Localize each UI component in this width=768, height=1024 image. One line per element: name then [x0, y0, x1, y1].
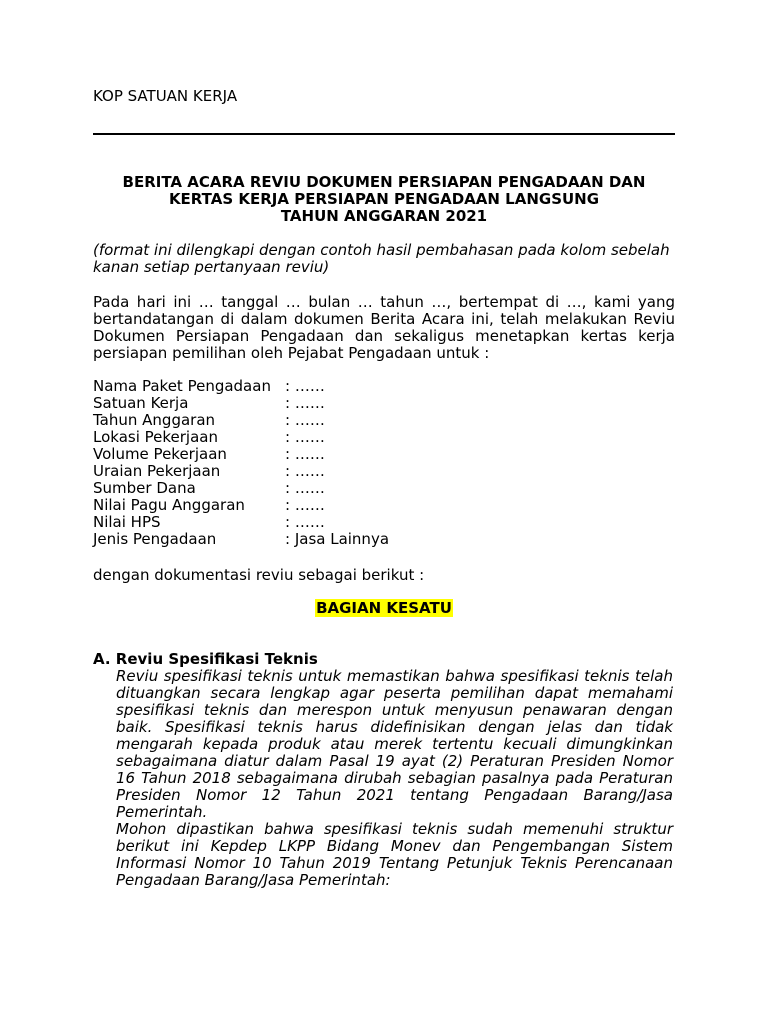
field-label: Uraian Pekerjaan — [93, 462, 221, 480]
intro-paragraph: Pada hari ini … tanggal … bulan … tahun …, bertempat di …, kami yang bertandatangan di dalam dokumen Berita Acara ini, telah melakukan Reviu Dokumen Persiapan Pengadaan dan sekaligus menetapkan kertas kerja persiapan pemilihan oleh Pejabat Pengadaan untuk : — [93, 293, 675, 362]
field-value: : …… — [285, 496, 325, 514]
section-a-paragraph-2: Mohon dipastikan bahwa spesifikasi teknis sudah memenuhi struktur berikut ini Kepdep LKPP Bidang Monev dan Pengembangan Sistem Informasi Nomor 10 Tahun 2019 Tentang Petunjuk Teknis Perencanaan Pengadaan Barang/Jasa Pemerintah: — [116, 820, 673, 889]
field-label: Volume Pekerjaan — [93, 445, 227, 463]
field-label: Nama Paket Pengadaan — [93, 377, 271, 395]
title-line-3: TAHUN ANGGARAN 2021 — [280, 207, 488, 225]
field-label: Jenis Pengadaan — [93, 530, 217, 548]
package-fields — [93, 378, 675, 548]
document-title — [93, 174, 675, 225]
field-row — [93, 446, 675, 463]
section-a-title: A. Reviu Spesifikasi Teknis — [93, 650, 318, 668]
field-value: : …… — [285, 513, 325, 531]
title-line-2: KERTAS KERJA PERSIAPAN PENGADAAN LANGSUNG — [168, 190, 600, 208]
field-label: Nilai HPS — [93, 513, 161, 531]
field-value: : Jasa Lainnya — [285, 530, 390, 548]
title-line-1: BERITA ACARA REVIU DOKUMEN PERSIAPAN PENGADAAN DAN — [122, 173, 646, 191]
field-value: : …… — [285, 462, 325, 480]
field-label: Nilai Pagu Anggaran — [93, 496, 245, 514]
field-value: : …… — [285, 411, 325, 429]
field-label: Satuan Kerja — [93, 394, 189, 412]
field-row — [93, 514, 675, 531]
field-label: Tahun Anggaran — [93, 411, 216, 429]
format-note: (format ini dilengkapi dengan contoh hasil pembahasan pada kolom sebelah kanan setiap pertanyaan reviu) — [93, 241, 670, 276]
field-row — [93, 463, 675, 480]
field-row — [93, 480, 675, 497]
letterhead-placeholder: KOP SATUAN KERJA — [93, 87, 238, 105]
field-value: : …… — [285, 394, 325, 412]
field-label: Lokasi Pekerjaan — [93, 428, 218, 446]
field-row — [93, 497, 675, 514]
field-value: : …… — [285, 479, 325, 497]
field-row — [93, 378, 675, 395]
section-heading-highlighted: BAGIAN KESATU — [316, 599, 452, 617]
field-row — [93, 412, 675, 429]
header-divider — [93, 133, 675, 135]
field-value: : …… — [285, 445, 325, 463]
field-row — [93, 395, 675, 412]
field-value: : …… — [285, 377, 325, 395]
field-row — [93, 429, 675, 446]
section-heading-wrap — [93, 600, 675, 617]
section-a-body — [116, 668, 673, 889]
field-row — [93, 531, 675, 548]
documentation-intro-line: dengan dokumentasi reviu sebagai berikut : — [93, 566, 425, 584]
field-value: : …… — [285, 428, 325, 446]
section-a-paragraph-1: Reviu spesifikasi teknis untuk memastikan bahwa spesifikasi teknis telah dituangkan secara lengkap agar peserta pemilihan dapat memahami spesifikasi teknis dan merespon untuk menyusun penawaran dengan baik. Spesifikasi teknis harus didefinisikan dengan jelas dan tidak mengarah kepada produk atau merek tertentu kecuali dimungkinkan sebagaimana diatur dalam Pasal 19 ayat (2) Peraturan Presiden Nomor 16 Tahun 2018 sebagaimana dirubah sebagian pasalnya pada Peraturan Presiden Nomor 12 Tahun 2021 tentang Pengadaan Barang/Jasa Pemerintah. — [116, 667, 673, 821]
field-label: Sumber Dana — [93, 479, 196, 497]
